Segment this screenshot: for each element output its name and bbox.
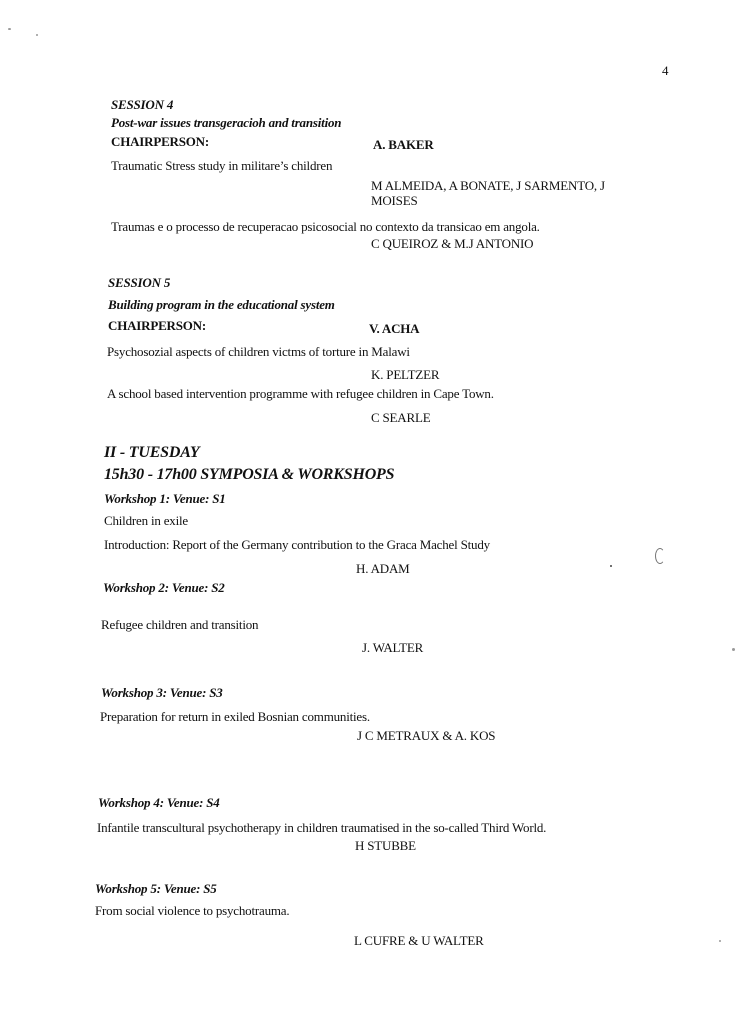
time-heading: 15h30 - 17h00 SYMPOSIA & WORKSHOPS bbox=[104, 466, 395, 483]
session5-heading: SESSION 5 bbox=[108, 275, 171, 290]
day-heading: II - TUESDAY bbox=[104, 444, 200, 461]
page-number: 4 bbox=[662, 63, 669, 78]
workshop5-authors: L CUFRE & U WALTER bbox=[354, 933, 484, 948]
session4-heading: SESSION 4 bbox=[111, 97, 174, 112]
session4-talk1-authors: M ALMEIDA, A BONATE, J SARMENTO, J bbox=[371, 178, 605, 193]
scan-speck bbox=[8, 28, 11, 30]
session4-talk1-title: Traumatic Stress study in militare’s children bbox=[111, 158, 333, 173]
workshop5-label: Workshop 5: Venue: S5 bbox=[95, 881, 217, 896]
session5-talk2-authors: C SEARLE bbox=[371, 410, 431, 425]
session5-chair-name: V. ACHA bbox=[369, 321, 420, 336]
session4-talk2-title: Traumas e o processo de recuperacao psicosocial no contexto da transicao em angola. bbox=[111, 219, 540, 234]
scan-speck bbox=[36, 34, 38, 36]
workshop5-title: From social violence to psychotrauma. bbox=[95, 903, 290, 918]
workshop2-title: Refugee children and transition bbox=[101, 617, 259, 632]
workshop4-title: Infantile transcultural psychotherapy in children traumatised in the so-called Third World. bbox=[97, 820, 547, 835]
session5-talk2-title: A school based intervention programme with refugee children in Cape Town. bbox=[107, 386, 494, 401]
session4-talk2-authors: C QUEIROZ & M.J ANTONIO bbox=[371, 236, 534, 251]
scan-speck bbox=[732, 648, 735, 651]
session4-chair-name: A. BAKER bbox=[373, 137, 434, 152]
session5-chair-label: CHAIRPERSON: bbox=[108, 318, 206, 333]
workshop2-label: Workshop 2: Venue: S2 bbox=[103, 580, 225, 595]
workshop1-subtitle: Introduction: Report of the Germany contribution to the Graca Machel Study bbox=[104, 537, 490, 552]
workshop2-authors: J. WALTER bbox=[362, 640, 424, 655]
scan-speck bbox=[719, 940, 721, 942]
workshop1-title: Children in exile bbox=[104, 513, 188, 528]
session4-chair-label: CHAIRPERSON: bbox=[111, 134, 209, 149]
session5-talk1-authors: K. PELTZER bbox=[371, 367, 440, 382]
workshop3-label: Workshop 3: Venue: S3 bbox=[101, 685, 223, 700]
session5-talk1-title: Psychosozial aspects of children victms of torture in Malawi bbox=[107, 344, 410, 359]
scan-mark bbox=[655, 548, 665, 564]
workshop3-title: Preparation for return in exiled Bosnian communities. bbox=[100, 709, 370, 724]
workshop1-authors: H. ADAM bbox=[356, 561, 410, 576]
session5-subtitle: Building program in the educational system bbox=[108, 297, 335, 312]
session4-talk1-authors-cont: MOISES bbox=[371, 193, 418, 208]
scan-speck bbox=[610, 565, 612, 567]
workshop1-label: Workshop 1: Venue: S1 bbox=[104, 491, 226, 506]
workshop3-authors: J C METRAUX & A. KOS bbox=[357, 728, 496, 743]
workshop4-label: Workshop 4: Venue: S4 bbox=[98, 795, 220, 810]
session4-subtitle: Post-war issues transgeracioh and transition bbox=[111, 115, 342, 130]
workshop4-authors: H STUBBE bbox=[355, 838, 416, 853]
